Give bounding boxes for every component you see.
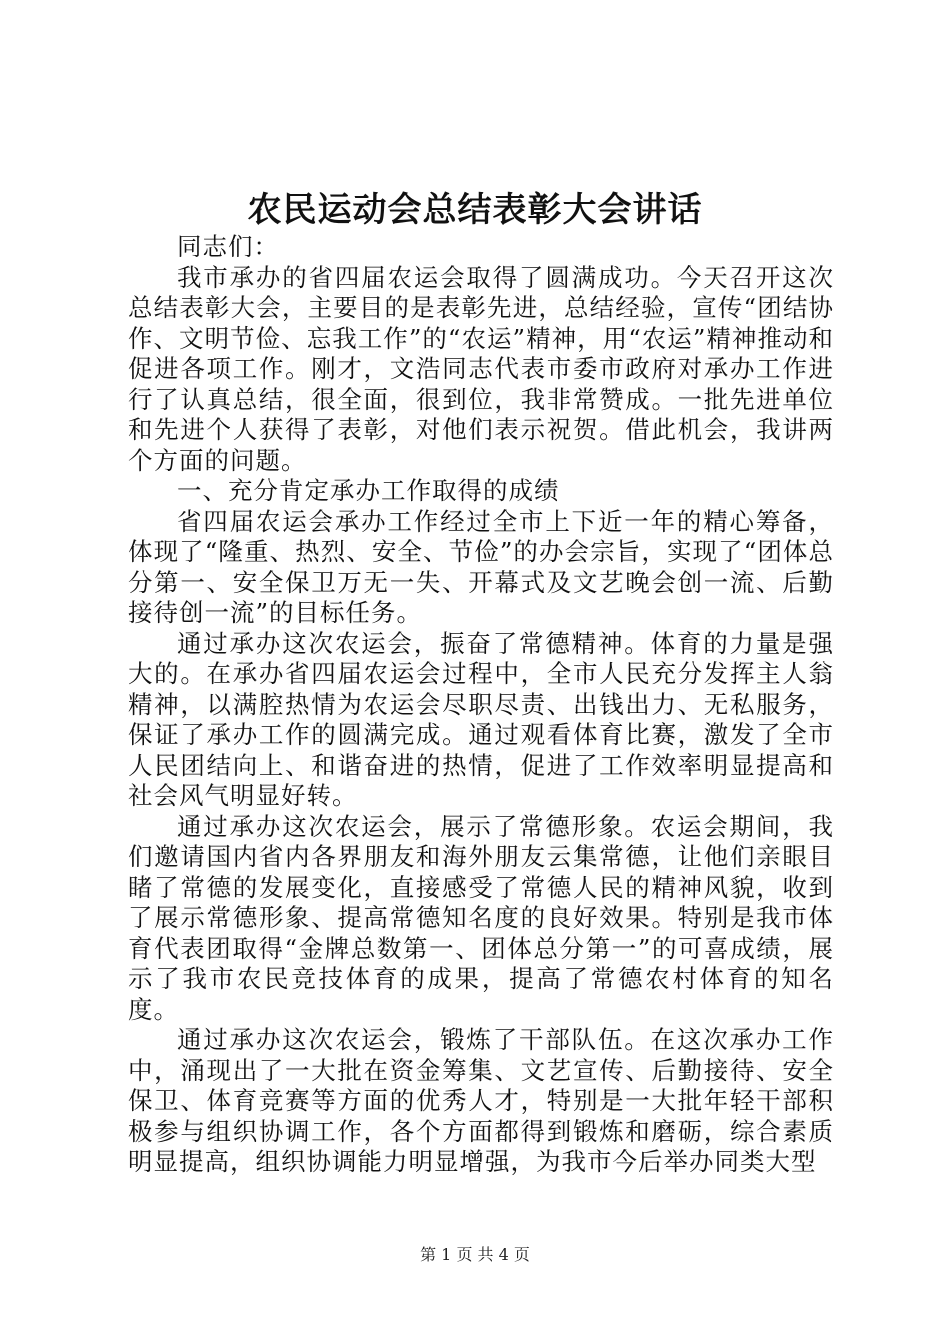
paragraph: 通过承办这次农运会，振奋了常德精神。体育的力量是强大的。在承办省四届农运会过程中，全市人民充分发挥主人翁精神，以满腔热情为农运会尽职尽责、出钱出力、无私服务，保证了承办工作的圆满完成。通过观看体育比赛，激发了全市人民团结向上、和谐奋进的热情，促进了工作效率明显提高和社会风气明显好转。 (128, 628, 834, 810)
document-title: 农民运动会总结表彰大会讲话 (247, 190, 703, 230)
document-body (128, 232, 834, 1178)
paragraph: 我市承办的省四届农运会取得了圆满成功。今天召开这次总结表彰大会，主要目的是表彰先进，总结经验，宣传“团结协作、文明节俭、忘我工作”的“农运”精神，用“农运”精神推动和促进各项工作。刚才，文浩同志代表市委市政府对承办工作进行了认真总结，很全面，很到位，我非常赞成。一批先进单位和先进个人获得了表彰，对他们表示祝贺。借此机会，我讲两个方面的问题。 (128, 262, 834, 475)
page-number-footer: 第 1 页 共 4 页 (420, 1245, 530, 1264)
section-heading: 一、充分肯定承办工作取得的成绩 (177, 476, 560, 505)
paragraph-salutation: 同志们： (177, 232, 279, 261)
paragraph: 通过承办这次农运会，锻炼了干部队伍。在这次承办工作中，涌现出了一大批在资金筹集、文艺宣传、后勤接待、安全保卫、体育竞赛等方面的优秀人才，特别是一大批年轻干部积极参与组织协调工作，各个方面都得到锻炼和磨砺，综合素质明显提高，组织协调能力明显增强，为我市今后举办同类大型 (128, 1025, 834, 1176)
paragraph: 通过承办这次农运会，展示了常德形象。农运会期间，我们邀请国内省内各界朋友和海外朋友云集常德，让他们亲眼目睹了常德的发展变化，直接感受了常德人民的精神风貌，收到了展示常德形象、提高常德知名度的良好效果。特别是我市体育代表团取得“金牌总数第一、团体总分第一”的可喜成绩，展示了我市农民竞技体育的成果，提高了常德农村体育的知名度。 (128, 811, 834, 1024)
paragraph: 省四届农运会承办工作经过全市上下近一年的精心筹备，体现了“隆重、热烈、安全、节俭”的办会宗旨，实现了“团体总分第一、安全保卫万无一失、开幕式及文艺晚会创一流、后勤接待创一流”的目标任务。 (128, 506, 834, 627)
